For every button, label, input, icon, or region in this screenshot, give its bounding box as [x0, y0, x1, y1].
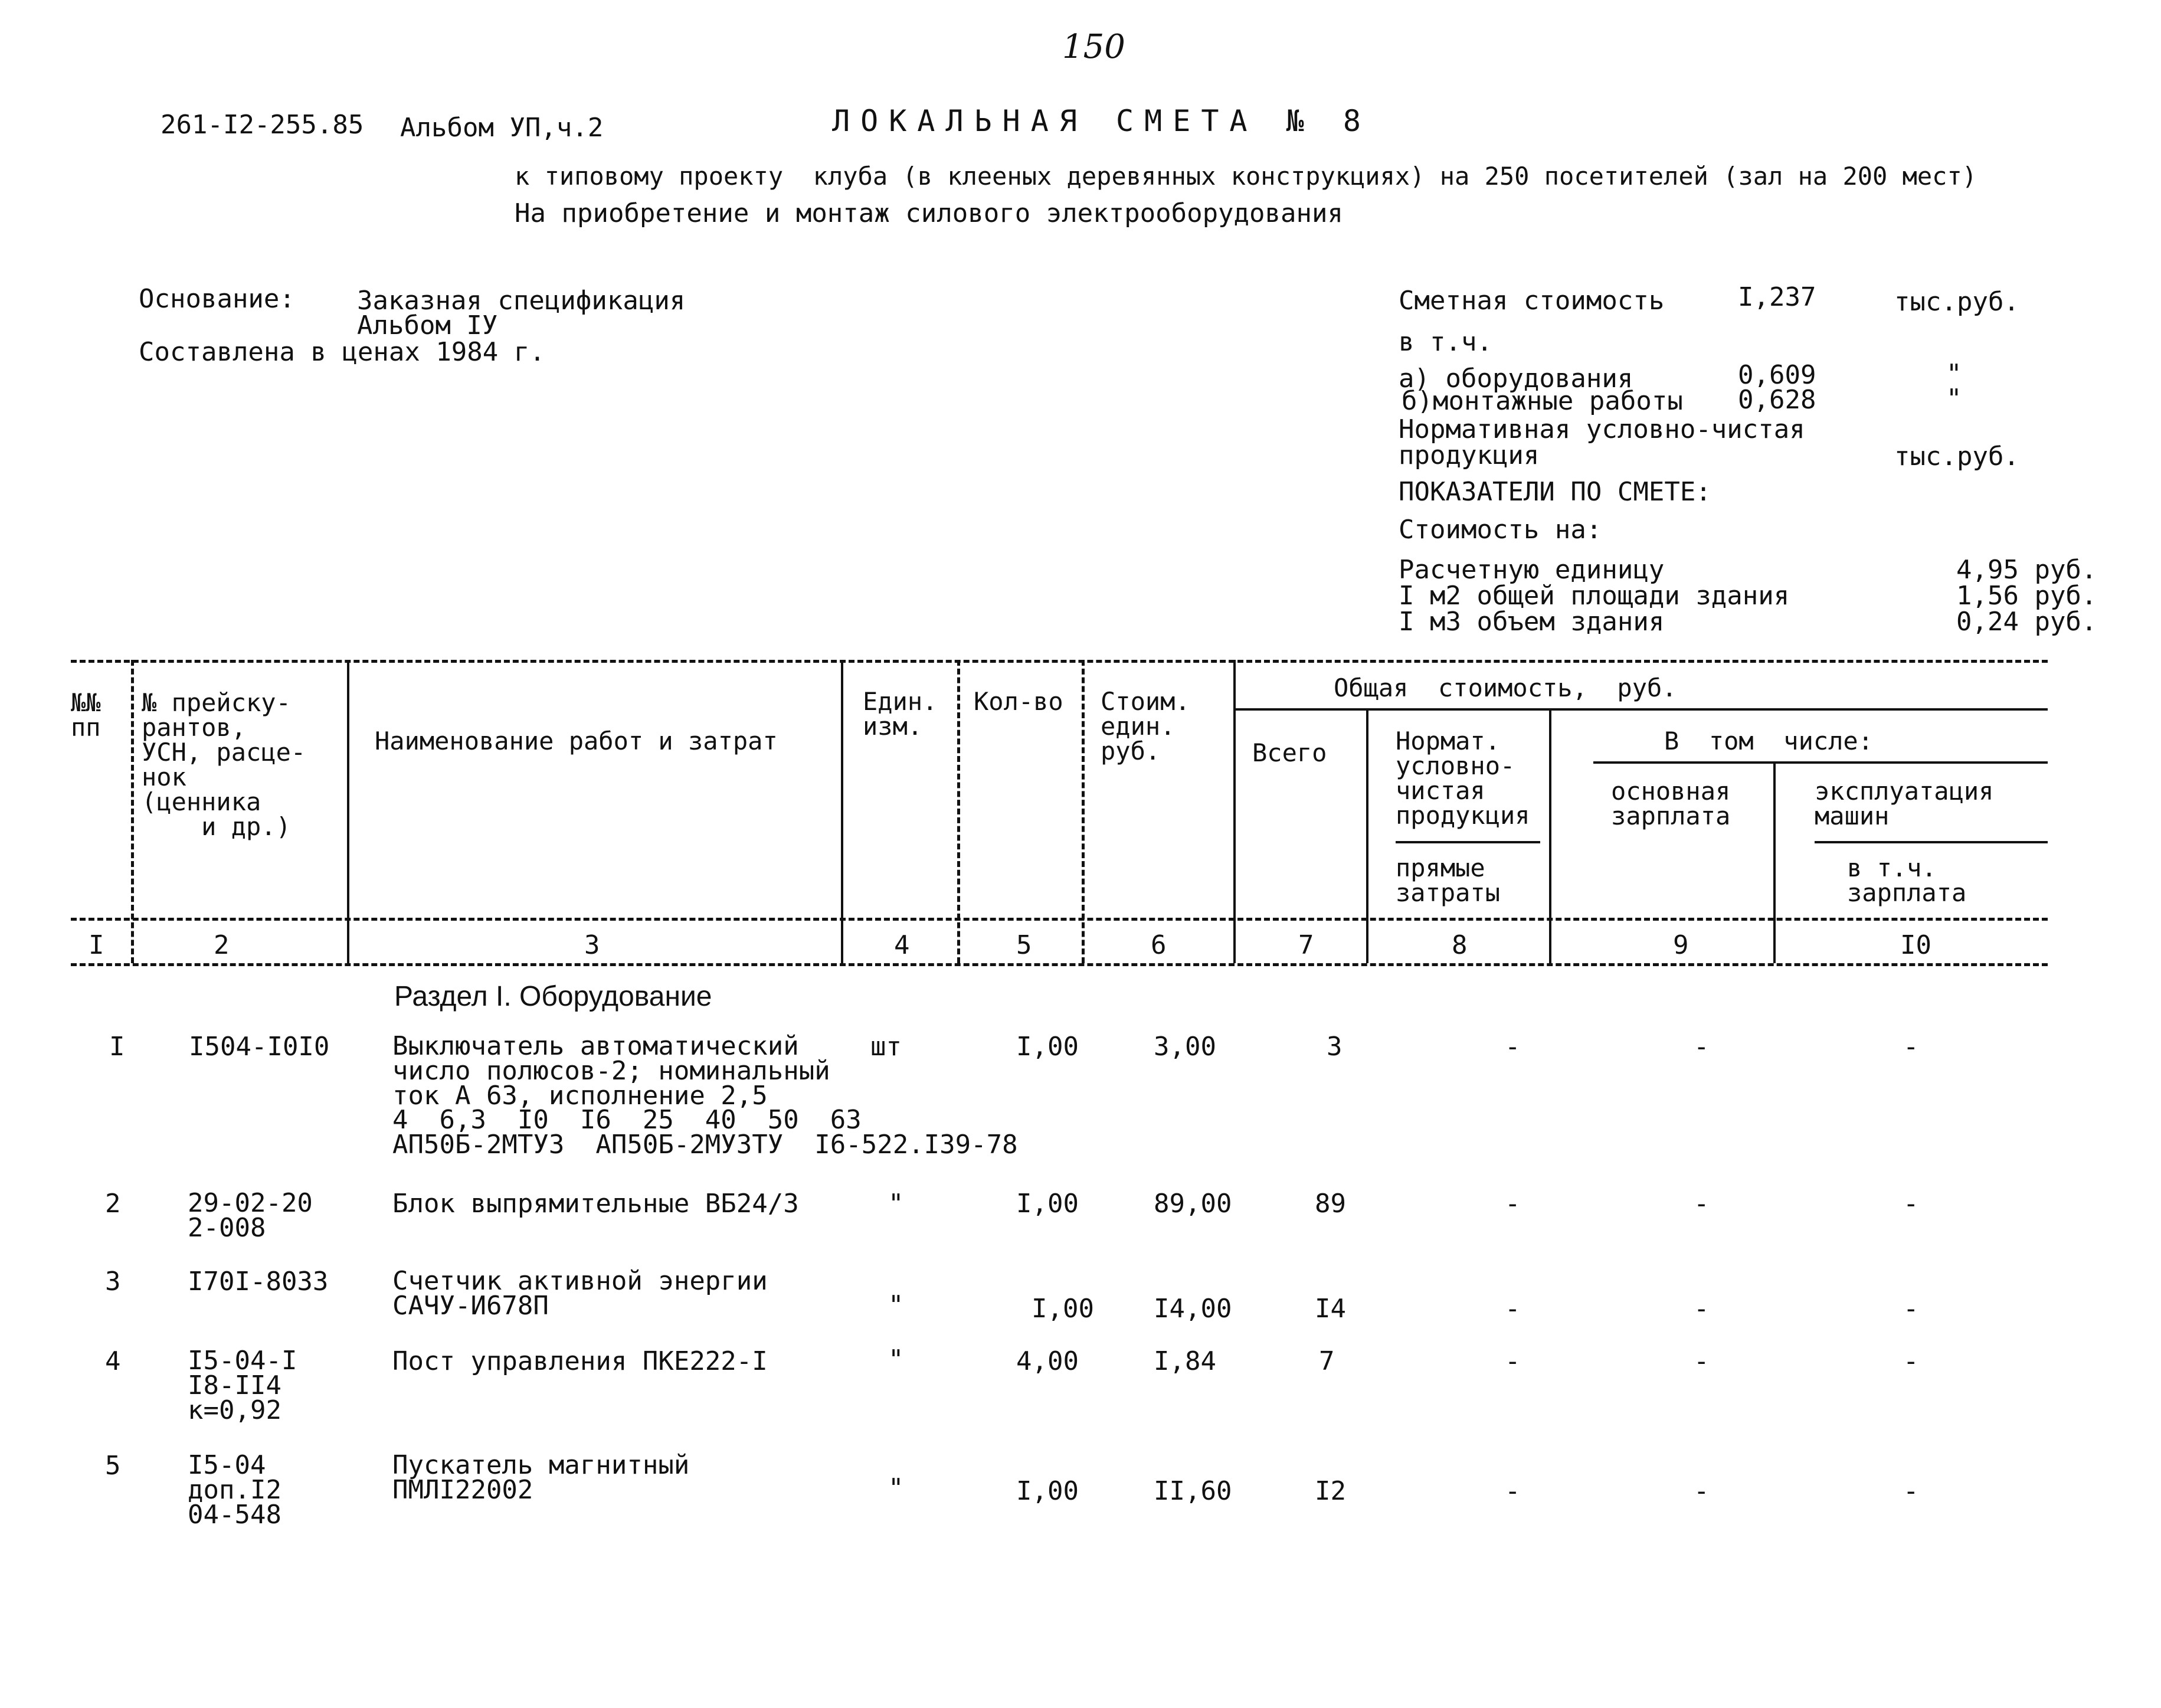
row-total: I4 [1315, 1294, 1346, 1324]
indicator2-label: I м2 общей площади здания [1399, 581, 1790, 611]
header-col3: Наименование работ и затрат [375, 727, 778, 755]
col-divider-1 [131, 660, 134, 963]
header-col7: Всего [1252, 738, 1327, 767]
indicator1-label: Расчетную единицу [1399, 555, 1665, 585]
header-col6: Стоим. един. руб. [1101, 687, 1190, 765]
row-name: Блок выпрямительные ВБ24/3 [392, 1189, 799, 1219]
row-price: I,84 [1154, 1346, 1216, 1376]
basis-line2: Альбом IУ [357, 310, 498, 341]
col-divider-8 [1549, 708, 1551, 963]
album-ref: Альбом УП,ч.2 [400, 113, 604, 143]
summary-b-unit: " [1946, 384, 1962, 414]
summary-a-label: а) оборудования [1399, 364, 1633, 394]
incl-group-rule [1593, 761, 2048, 764]
row-total: 89 [1315, 1189, 1346, 1219]
summary-a-unit: " [1946, 359, 1962, 389]
row-code: I5-04 доп.I2 04-548 [188, 1450, 281, 1530]
summary-a-value: 0,609 [1738, 360, 1816, 390]
header-col5: Кол-во [974, 687, 1063, 716]
row-code: I70I-8033 [188, 1267, 329, 1297]
row-qty: I,00 [1032, 1294, 1094, 1324]
header-col10-bottom: в т.ч. зарплата [1847, 853, 1967, 907]
row-c10: - [1903, 1032, 1919, 1062]
row-number: 4 [105, 1346, 121, 1376]
row-price: 89,00 [1154, 1189, 1232, 1219]
row-c10: - [1903, 1189, 1919, 1219]
column-number: 5 [1016, 930, 1032, 960]
summary-cost-value: I,237 [1738, 282, 1816, 312]
row-c8: - [1505, 1346, 1521, 1376]
row-c9: - [1694, 1189, 1710, 1219]
row-qty: I,00 [1016, 1476, 1079, 1506]
col-divider-6 [1233, 660, 1236, 963]
basis-line1: Заказная спецификация [357, 286, 686, 316]
summary-cost-label: Сметная стоимость [1399, 286, 1665, 316]
header-col1: №№ пп [71, 688, 101, 742]
row-name: Выключатель автоматический число полюсов-2; номинальный ток А 63, исполнение 2,5 4 6,3 I0 I6 25 40 50 63 АП50Б-2МТУ3 АП50Б-2МУ3ТУ I6-522.I39-78 [392, 1031, 1018, 1160]
col-divider-4 [957, 660, 960, 963]
row-number: 2 [105, 1189, 121, 1219]
row-total: 7 [1319, 1346, 1335, 1376]
row-total: 3 [1327, 1032, 1343, 1062]
total-group-rule [1233, 708, 2048, 711]
col-divider-9 [1773, 761, 1776, 963]
header-col2: № прейску- рантов, УСН, расце- нок (ценника и др.) [142, 688, 306, 841]
row-c9: - [1694, 1476, 1710, 1506]
header-bottom-rule [71, 918, 2048, 921]
row-price: 3,00 [1154, 1032, 1216, 1062]
column-numbers-rule [71, 963, 2048, 966]
summary-cost-unit: тыс.руб. [1894, 287, 2019, 317]
row-unit: " [888, 1290, 904, 1320]
summary-incl: в т.ч. [1399, 327, 1492, 357]
column-number: I [89, 930, 104, 960]
basis-label: Основание: [139, 284, 295, 314]
page-number: 150 [1062, 28, 1125, 66]
summary-b-label: б)монтажные работы [1402, 386, 1683, 416]
row-c10: - [1903, 1476, 1919, 1506]
row-qty: 4,00 [1016, 1346, 1079, 1376]
summary-indicators: ПОКАЗАТЕЛИ ПО СМЕТЕ: [1399, 477, 1711, 507]
header-total-group: Общая стоимость, руб. [1334, 673, 1677, 702]
column-number: 6 [1151, 930, 1167, 960]
row-price: I4,00 [1154, 1294, 1232, 1324]
row-c10: - [1903, 1346, 1919, 1376]
row-name: Пускатель магнитный ПМЛI22002 [392, 1450, 690, 1505]
c8-split-rule [1396, 841, 1540, 843]
row-qty: I,00 [1016, 1032, 1079, 1062]
summary-b-value: 0,628 [1738, 385, 1816, 415]
row-code: I5-04-I I8-II4 к=0,92 [188, 1346, 297, 1425]
row-c9: - [1694, 1346, 1710, 1376]
col-divider-7 [1366, 708, 1368, 963]
column-number: I0 [1900, 930, 1931, 960]
column-number: 4 [894, 930, 910, 960]
row-c9: - [1694, 1032, 1710, 1062]
c10-split-rule [1815, 841, 2048, 843]
summary-norm-label1: Нормативная условно-чистая [1399, 414, 1805, 444]
row-name: Счетчик активной энергии САЧУ-И678П [392, 1266, 768, 1321]
row-number: 5 [105, 1451, 121, 1481]
col-divider-2 [347, 660, 349, 963]
header-col8-top: Нормат. условно- чистая продукция [1396, 727, 1530, 830]
row-code: 29-02-20 2-008 [188, 1188, 313, 1243]
header-col8-bottom: прямые затраты [1396, 853, 1501, 907]
section-title: Раздел I. Оборудование [394, 981, 712, 1012]
row-c9: - [1694, 1294, 1710, 1324]
header-col10-top: эксплуатация машин [1815, 777, 1994, 830]
row-name: Пост управления ПКЕ222-I [392, 1346, 768, 1376]
header-col4: Един. изм. [863, 687, 938, 741]
table-top-rule [71, 660, 2048, 663]
summary-cost-on: Стоимость на: [1399, 515, 1602, 545]
indicator2-value: 1,56 руб. [1956, 581, 2097, 611]
summary-norm-label2: продукция [1399, 440, 1540, 470]
row-code: I504-I0I0 [189, 1032, 330, 1062]
row-c8: - [1505, 1189, 1521, 1219]
row-unit: " [888, 1473, 904, 1503]
row-c8: - [1505, 1476, 1521, 1506]
column-number: 8 [1452, 930, 1468, 960]
document-title: ЛОКАЛЬНАЯ СМЕТА № 8 [832, 104, 1371, 138]
indicator3-label: I м3 объем здания [1399, 607, 1665, 637]
column-number: 9 [1673, 930, 1689, 960]
row-c10: - [1903, 1294, 1919, 1324]
subtitle-purpose: На приобретение и монтаж силового электрооборудования [515, 198, 1343, 228]
row-unit: " [888, 1189, 904, 1219]
row-c8: - [1505, 1294, 1521, 1324]
summary-norm-unit: тыс.руб. [1894, 441, 2019, 472]
indicator3-value: 0,24 руб. [1956, 607, 2097, 637]
row-c8: - [1505, 1032, 1521, 1062]
row-number: I [109, 1032, 125, 1062]
row-unit: шт [870, 1032, 902, 1062]
col-divider-3 [841, 660, 843, 963]
indicator1-value: 4,95 руб. [1956, 555, 2097, 585]
row-price: II,60 [1154, 1476, 1232, 1506]
row-qty: I,00 [1016, 1189, 1079, 1219]
basis-prices: Составлена в ценах 1984 г. [139, 337, 545, 367]
column-number: 3 [584, 930, 600, 960]
header-incl-group: В том числе: [1664, 727, 1874, 755]
doc-code: 261-I2-255.85 [161, 110, 364, 140]
column-number: 2 [214, 930, 230, 960]
col-divider-5 [1082, 660, 1085, 963]
row-unit: " [888, 1344, 904, 1375]
header-col9: основная зарплата [1611, 777, 1731, 830]
column-number: 7 [1298, 930, 1314, 960]
subtitle-project: к типовому проекту клуба (в клееных деревянных конструкциях) на 250 посетителей (зал на 200 мест) [515, 162, 1977, 191]
row-total: I2 [1315, 1476, 1346, 1506]
row-number: 3 [105, 1267, 121, 1297]
